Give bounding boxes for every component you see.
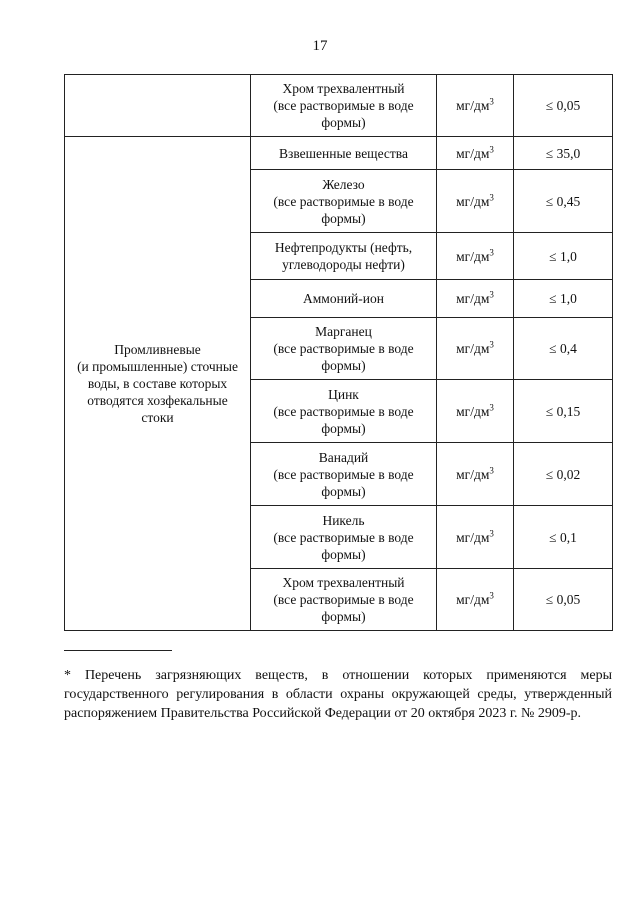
- footnote: * Перечень загрязняющих веществ, в отношении которых применяются меры государственного регулирования в области охраны окружающей среды, утвержденный распоряжением Правительства Российской Федерации от 20 октября 2023 г. № 2909-р.: [64, 668, 612, 721]
- unit-power: 3: [489, 528, 494, 538]
- unit-cell: [437, 170, 514, 233]
- unit-text: мг/дм: [456, 341, 490, 356]
- unit-cell: [437, 280, 514, 318]
- unit-power: 3: [489, 465, 494, 475]
- substance-cell: Марганец (все растворимые в воде формы): [251, 318, 437, 380]
- unit-cell: [437, 75, 514, 137]
- page-number: 17: [312, 38, 328, 54]
- limit-cell: ≤ 0,15: [514, 380, 613, 443]
- unit-power: 3: [489, 289, 494, 300]
- unit-power: 3: [489, 247, 494, 257]
- limit-cell: ≤ 0,4: [514, 318, 613, 380]
- unit-cell: [437, 233, 514, 280]
- unit-power: 3: [489, 192, 494, 202]
- substance-cell: Хром трехвалентный (все растворимые в воде формы): [251, 75, 437, 137]
- limit-cell: ≤ 0,02: [514, 443, 613, 506]
- table-body: [65, 75, 613, 631]
- unit-cell: [437, 380, 514, 443]
- substance-cell: Нефтепродукты (нефть, углеводороды нефти): [251, 233, 437, 280]
- limit-cell: ≤ 0,1: [514, 506, 613, 569]
- unit-text: мг/дм: [456, 403, 490, 419]
- unit-text: мг/дм: [456, 193, 490, 209]
- unit-cell: [437, 318, 514, 380]
- substance-cell: Хром трехвалентный (все растворимые в воде формы): [251, 569, 437, 631]
- substance-cell: Взвешенные вещества: [251, 137, 437, 170]
- substance-cell: Аммоний-ион: [251, 280, 437, 318]
- substance-cell: Ванадий (все растворимые в воде формы): [251, 443, 437, 506]
- unit-text: мг/дм: [456, 466, 490, 482]
- unit-text: мг/дм: [456, 291, 490, 306]
- unit-power: 3: [489, 96, 494, 107]
- table-row: [65, 137, 613, 170]
- substance-cell: Железо (все растворимые в воде формы): [251, 170, 437, 233]
- unit-text: мг/дм: [456, 529, 490, 545]
- limit-cell: ≤ 1,0: [514, 280, 613, 318]
- unit-text: мг/дм: [456, 98, 490, 113]
- limit-cell: ≤ 1,0: [514, 233, 613, 280]
- unit-power: 3: [489, 339, 494, 350]
- category-cell: Промливневые (и промышленные) сточные воды, в составе которых отводятся хозфекальные стоки: [65, 137, 251, 631]
- footnote-divider: [64, 650, 172, 651]
- substance-cell: Никель (все растворимые в воде формы): [251, 506, 437, 569]
- unit-cell: [437, 569, 514, 631]
- unit-text: мг/дм: [456, 248, 490, 264]
- unit-text: мг/дм: [456, 145, 490, 161]
- unit-cell: [437, 443, 514, 506]
- limit-cell: ≤ 0,05: [514, 569, 613, 631]
- limit-cell: ≤ 0,45: [514, 170, 613, 233]
- limit-cell: ≤ 35,0: [514, 137, 613, 170]
- pollutant-limits-table: [64, 74, 613, 631]
- limit-cell: ≤ 0,05: [514, 75, 613, 137]
- unit-power: 3: [489, 144, 494, 154]
- unit-text: мг/дм: [456, 592, 490, 607]
- substance-cell: Цинк (все растворимые в воде формы): [251, 380, 437, 443]
- unit-power: 3: [489, 402, 494, 412]
- table-row: [65, 75, 613, 137]
- category-cell: [65, 75, 251, 137]
- unit-power: 3: [489, 590, 494, 601]
- unit-cell: [437, 506, 514, 569]
- unit-cell: [437, 137, 514, 170]
